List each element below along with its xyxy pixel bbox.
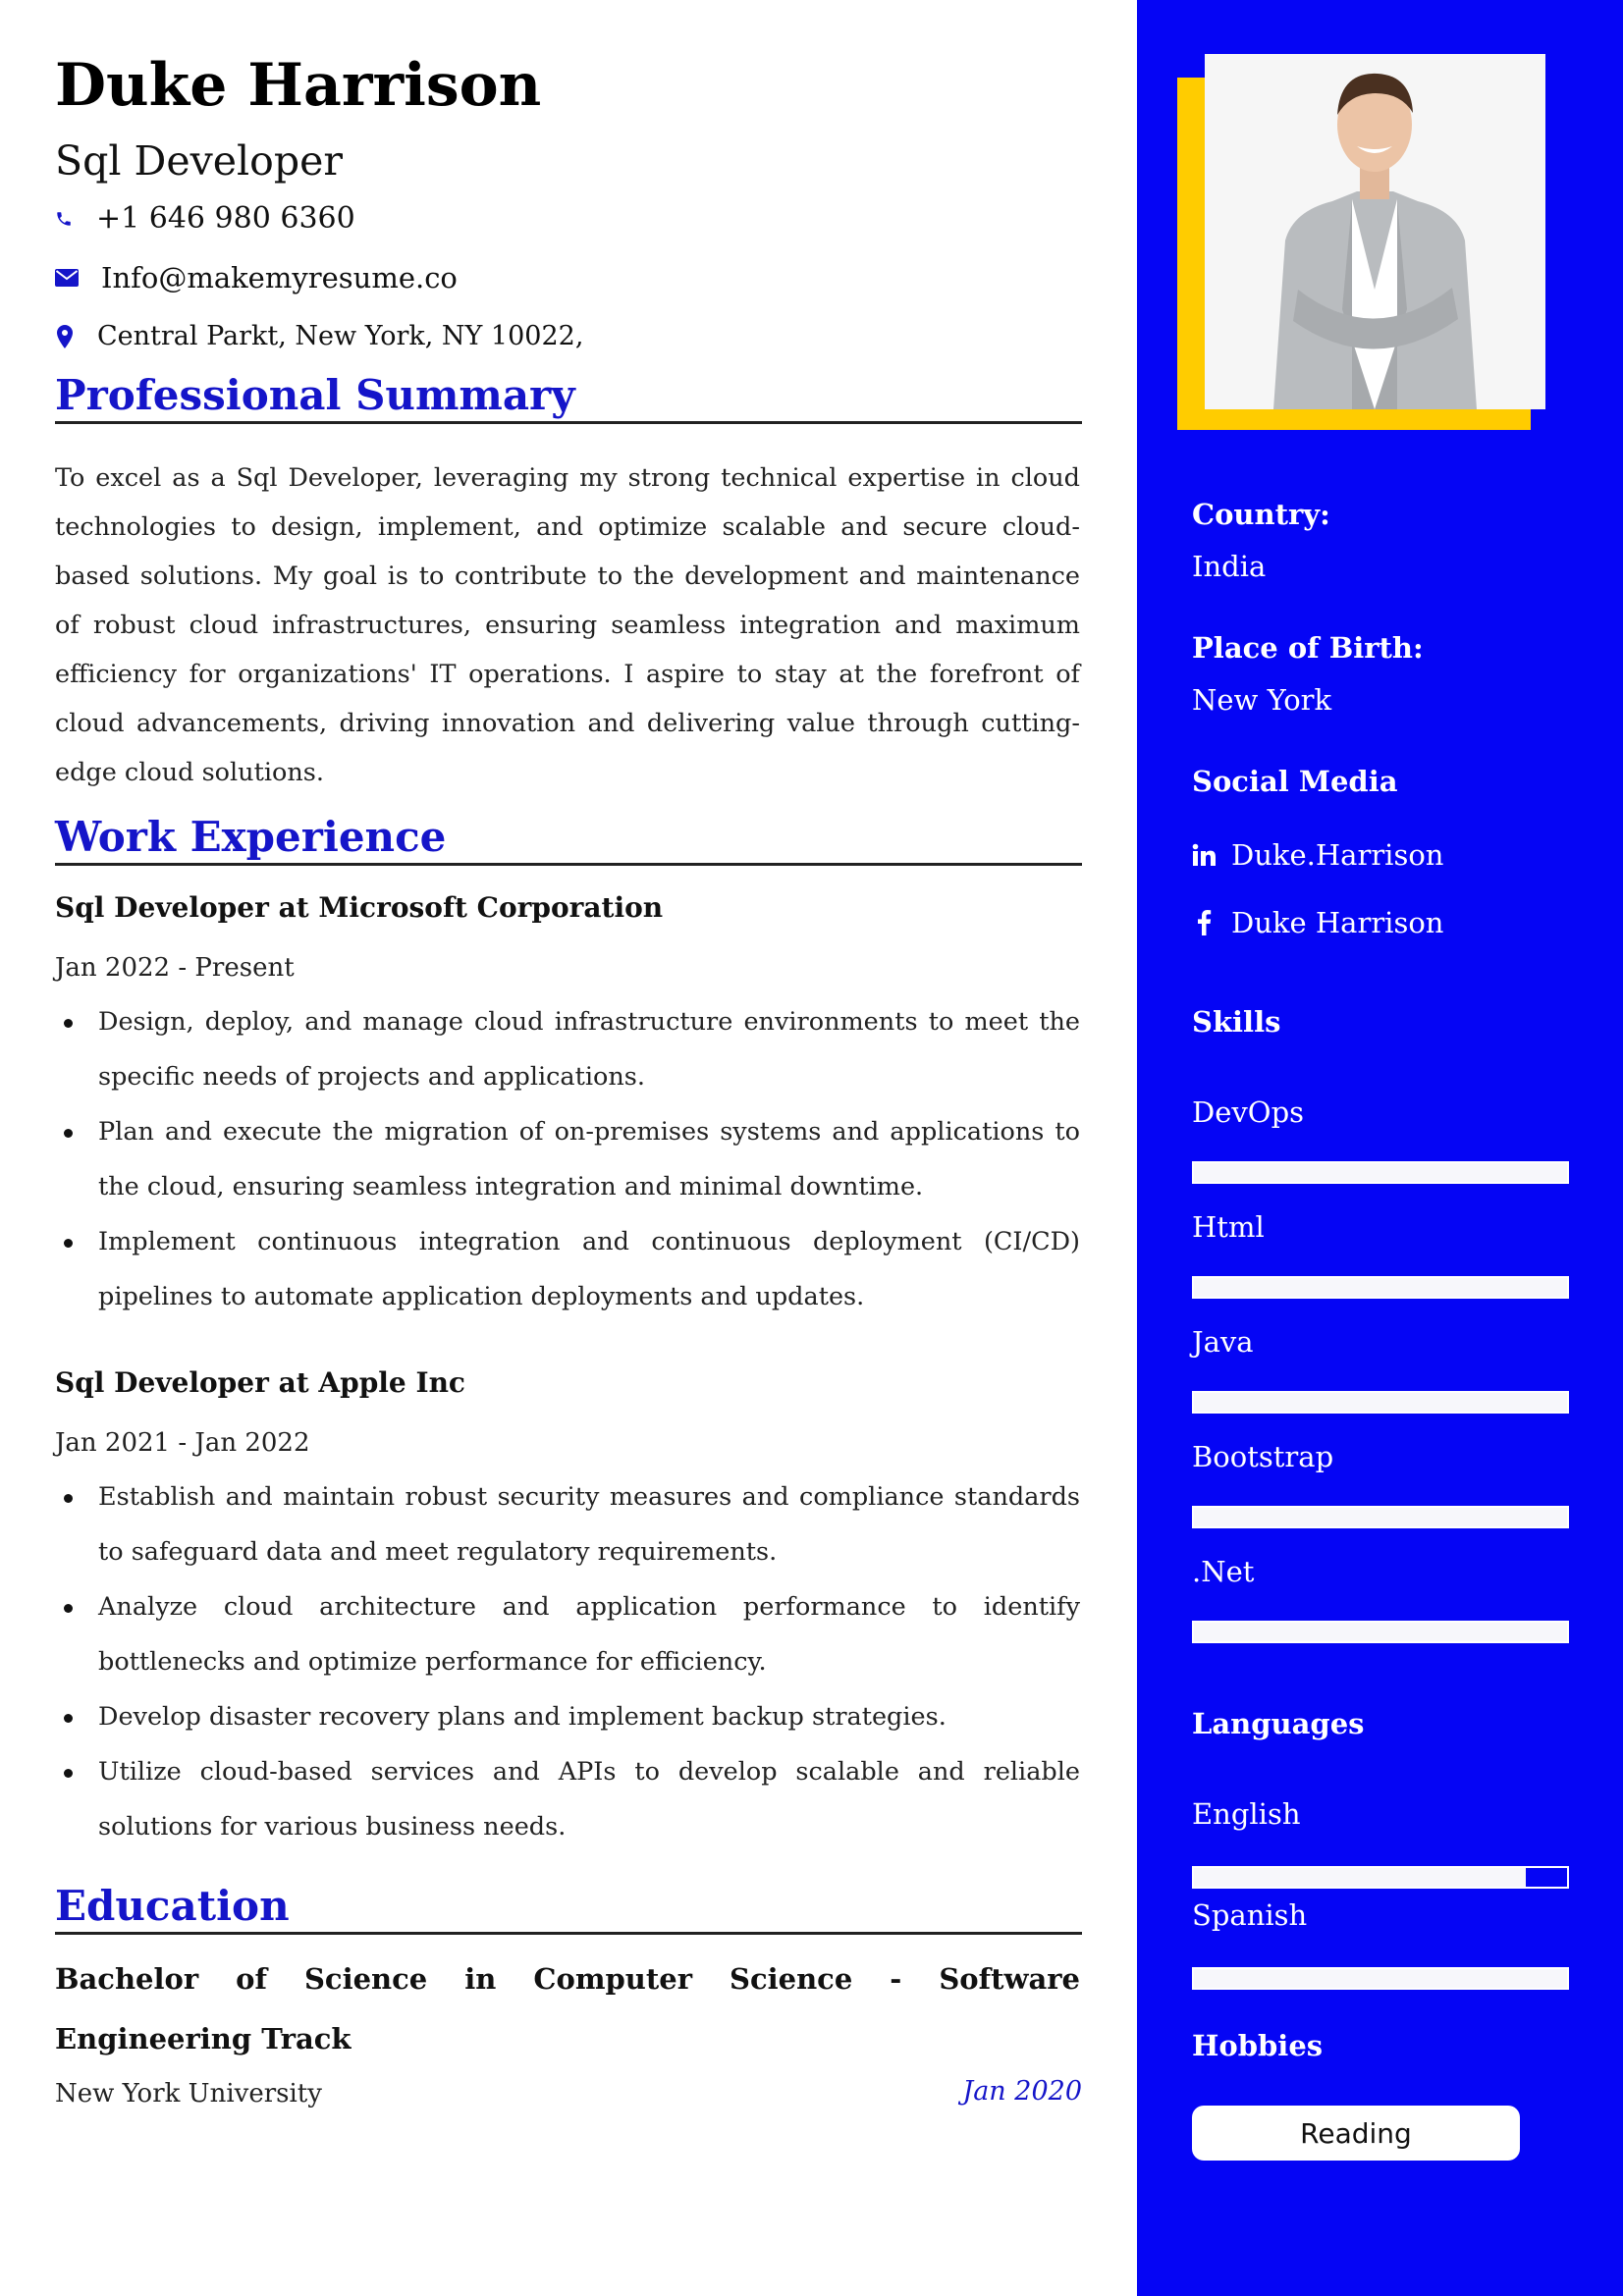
- linkedin-icon: [1192, 843, 1216, 867]
- job-title: Sql Developer at Microsoft Corporation: [55, 891, 664, 924]
- profile-photo: [1205, 54, 1545, 409]
- education-date: Jan 2020: [962, 2076, 1082, 2107]
- job-bullets: [55, 1469, 1080, 1854]
- skill-level-bar: [1192, 1506, 1569, 1528]
- language-name: English: [1192, 1797, 1301, 1831]
- email-link[interactable]: Info@makemyresume.co: [101, 261, 458, 294]
- social-heading: Social Media: [1192, 765, 1398, 798]
- job-dates: Jan 2022 - Present: [55, 953, 295, 983]
- level-fill: [1194, 1868, 1526, 1887]
- job-title: Sql Developer at Apple Inc: [55, 1366, 465, 1399]
- social-facebook[interactable]: [1192, 906, 1443, 939]
- candidate-role: Sql Developer: [55, 137, 343, 185]
- job-bullet: Plan and execute the migration of on-premises systems and applications to the cloud, ensuring seamless integration and minimal downtime.: [55, 1104, 1080, 1214]
- job-bullet: Implement continuous integration and continuous deployment (CI/CD) pipelines to automate application deployments and updates.: [55, 1214, 1080, 1324]
- language-level-bar: [1192, 1967, 1569, 1990]
- address-text: Central Parkt, New York, NY 10022,: [97, 321, 584, 351]
- education-heading: Education: [55, 1882, 1082, 1935]
- level-fill: [1194, 1969, 1567, 1988]
- skill-name: Bootstrap: [1192, 1440, 1334, 1473]
- job-bullets: [55, 994, 1080, 1324]
- contact-address: [55, 321, 583, 351]
- birth-value: New York: [1192, 683, 1332, 717]
- facebook-handle[interactable]: Duke Harrison: [1231, 906, 1444, 939]
- level-fill: [1194, 1393, 1567, 1412]
- level-fill: [1194, 1508, 1567, 1526]
- skill-level-bar: [1192, 1391, 1569, 1414]
- country-value: India: [1192, 550, 1267, 583]
- skill-name: .Net: [1192, 1555, 1255, 1588]
- job-bullet: Design, deploy, and manage cloud infrastructure environments to meet the specific needs of projects and applications.: [55, 994, 1080, 1104]
- skill-level-bar: [1192, 1161, 1569, 1184]
- level-fill: [1194, 1623, 1567, 1641]
- languages-heading: Languages: [1192, 1707, 1365, 1740]
- facebook-icon: [1192, 910, 1216, 935]
- job-bullet: Establish and maintain robust security measures and compliance standards to safeguard data and meet regulatory requirements.: [55, 1469, 1080, 1579]
- skill-name: Html: [1192, 1210, 1265, 1244]
- skill-name: Java: [1192, 1325, 1254, 1359]
- experience-heading: Work Experience: [55, 813, 1082, 866]
- sidebar: [1137, 0, 1623, 2296]
- contact-phone: [55, 201, 355, 236]
- language-level-bar: [1192, 1866, 1569, 1889]
- language-name: Spanish: [1192, 1898, 1308, 1932]
- level-fill: [1194, 1278, 1567, 1297]
- job-dates: Jan 2021 - Jan 2022: [55, 1428, 310, 1458]
- hobbies-heading: Hobbies: [1192, 2029, 1324, 2062]
- linkedin-handle[interactable]: Duke.Harrison: [1231, 838, 1444, 872]
- country-label: Country:: [1192, 498, 1330, 531]
- summary-text: To excel as a Sql Developer, leveraging my strong technical expertise in cloud technologies to design, implement, and optimize scalable and secure cloud-based solutions. My goal is to contribute to the development and maintenance of robust cloud infrastructures, ensuring seamless integration and maximum efficiency for organizations' IT operations. I aspire to stay at the forefront of cloud advancements, driving innovation and delivering value through cutting-edge cloud solutions.: [55, 463, 1080, 787]
- person-portrait-icon: [1205, 54, 1545, 409]
- level-fill: [1194, 1163, 1567, 1182]
- education-degree: Bachelor of Science in Computer Science - Software Engineering Track: [55, 1962, 1080, 2056]
- job-bullet: Develop disaster recovery plans and implement backup strategies.: [55, 1689, 1080, 1744]
- phone-icon: [55, 210, 73, 228]
- candidate-name: Duke Harrison: [55, 51, 542, 120]
- social-linkedin[interactable]: [1192, 838, 1443, 872]
- summary-heading: Professional Summary: [55, 371, 1082, 424]
- job-bullet: Analyze cloud architecture and application performance to identify bottlenecks and optimize performance for efficiency.: [55, 1579, 1080, 1689]
- contact-email[interactable]: [55, 261, 458, 294]
- birth-label: Place of Birth:: [1192, 631, 1424, 665]
- skills-heading: Skills: [1192, 1005, 1281, 1039]
- phone-text: +1 646 980 6360: [96, 201, 355, 236]
- skill-level-bar: [1192, 1276, 1569, 1299]
- envelope-icon: [55, 269, 79, 287]
- skill-level-bar: [1192, 1621, 1569, 1643]
- hobby-chip: Reading: [1192, 2106, 1520, 2161]
- skill-name: DevOps: [1192, 1095, 1305, 1129]
- education-school: New York University: [55, 2079, 322, 2109]
- job-bullet: Utilize cloud-based services and APIs to develop scalable and reliable solutions for various business needs.: [55, 1744, 1080, 1854]
- map-marker-icon: [57, 325, 73, 348]
